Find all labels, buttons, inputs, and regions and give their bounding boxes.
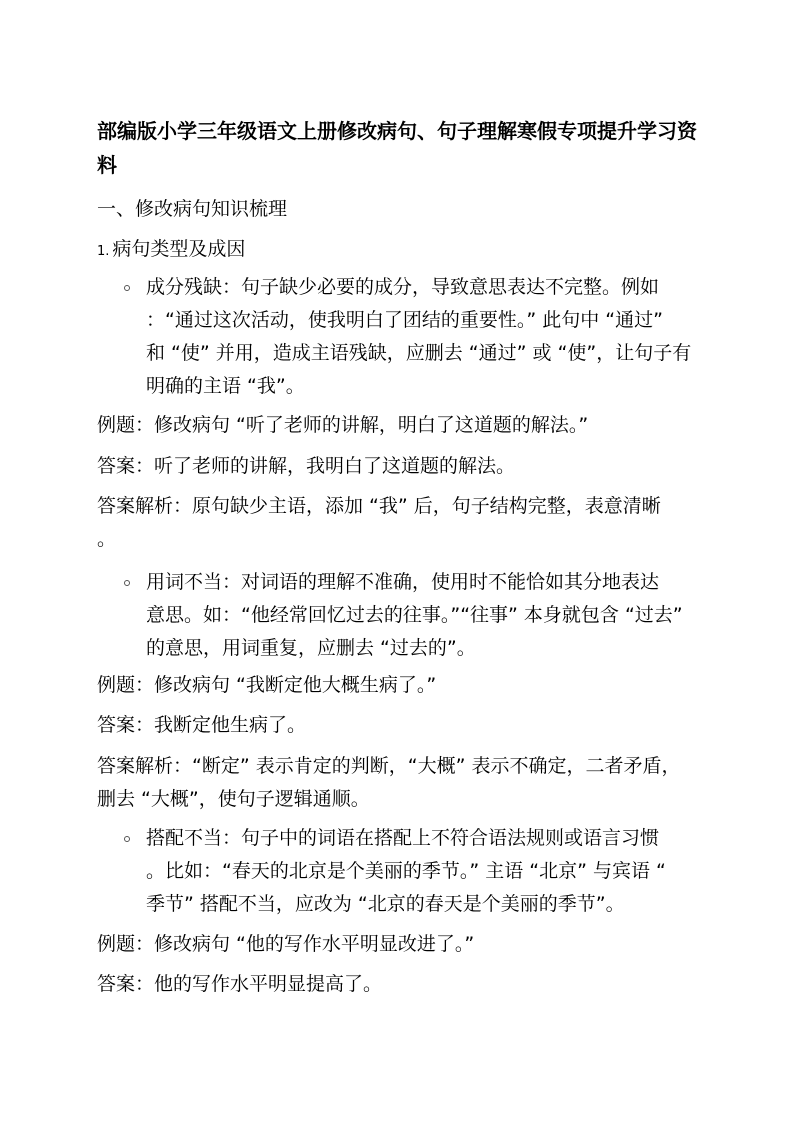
bullet-row: 明确的主语 “我”。	[146, 375, 305, 397]
bullet-row: 和 “使” 并用，造成主语残缺，应删去 “通过” 或 “使”，让句子有	[146, 342, 692, 364]
example-text: 例题：修改病句 “他的写作水平明显改进了。”	[97, 933, 475, 955]
explanation-row: 。	[97, 528, 117, 550]
example-text: 例题：修改病句 “我断定他大概生病了。”	[97, 674, 437, 696]
explanation-row: 删去 “大概”，使句子逻辑通顺。	[97, 788, 370, 810]
bullet-row: ：“通过这次活动，使我明白了团结的重要性。” 此句中 “通过”	[146, 309, 663, 331]
bullet-row: 。比如：“春天的北京是个美丽的季节。” 主语 “北京” 与宾语 “	[146, 860, 666, 882]
bullet-text	[146, 822, 706, 921]
bullet-row: 的意思，用词重复，应删去 “过去的”。	[146, 637, 476, 659]
explanation-row: 答案解析：“断定” 表示肯定的判断，“大概” 表示不确定，二者矛盾，	[97, 755, 681, 777]
example-answer	[97, 709, 697, 742]
bullet-circle-icon	[124, 580, 130, 586]
example-answer	[97, 968, 697, 1001]
title-line-2: 料	[97, 153, 117, 177]
example-question	[97, 669, 697, 702]
bullet-text	[146, 271, 706, 403]
bullet-row: 成分残缺：句子缺少必要的成分，导致意思表达不完整。例如	[146, 276, 660, 298]
section-heading: 一、修改病句知识梳理	[97, 198, 288, 220]
title-line-1: 部编版小学三年级语文上册修改病句、句子理解寒假专项提升学习资	[97, 119, 697, 143]
example-question	[97, 409, 697, 442]
answer-text: 答案：我断定他生病了。	[97, 714, 307, 736]
subsection-number: 1.	[97, 244, 110, 259]
example-answer	[97, 450, 697, 483]
bullet-row: 季节” 搭配不当，应改为 “北京的春天是个美丽的季节”。	[146, 893, 625, 915]
document-title	[97, 114, 697, 182]
bullet-row: 搭配不当：句子中的词语在搭配上不符合语法规则或语言习惯	[146, 827, 660, 849]
bullet-text	[146, 566, 706, 665]
example-question	[97, 928, 697, 961]
bullet-circle-icon	[124, 285, 130, 291]
subsection-heading	[97, 233, 245, 268]
answer-explanation	[97, 490, 697, 556]
bullet-row: 用词不当：对词语的理解不准确，使用时不能恰如其分地表达	[146, 571, 660, 593]
answer-explanation	[97, 750, 697, 816]
answer-text: 答案：他的写作水平明显提高了。	[97, 973, 383, 995]
example-text: 例题：修改病句 “听了老师的讲解，明白了这道题的解法。”	[97, 414, 589, 436]
explanation-row: 答案解析：原句缺少主语，添加 “我” 后，句子结构完整，表意清晰	[97, 495, 661, 517]
bullet-circle-icon	[124, 836, 130, 842]
subsection-title: 病句类型及成因	[112, 238, 246, 260]
answer-text: 答案：听了老师的讲解，我明白了这道题的解法。	[97, 455, 516, 477]
bullet-row: 意思。如：“他经常回忆过去的往事。”“往事” 本身就包含 “过去”	[146, 604, 683, 626]
